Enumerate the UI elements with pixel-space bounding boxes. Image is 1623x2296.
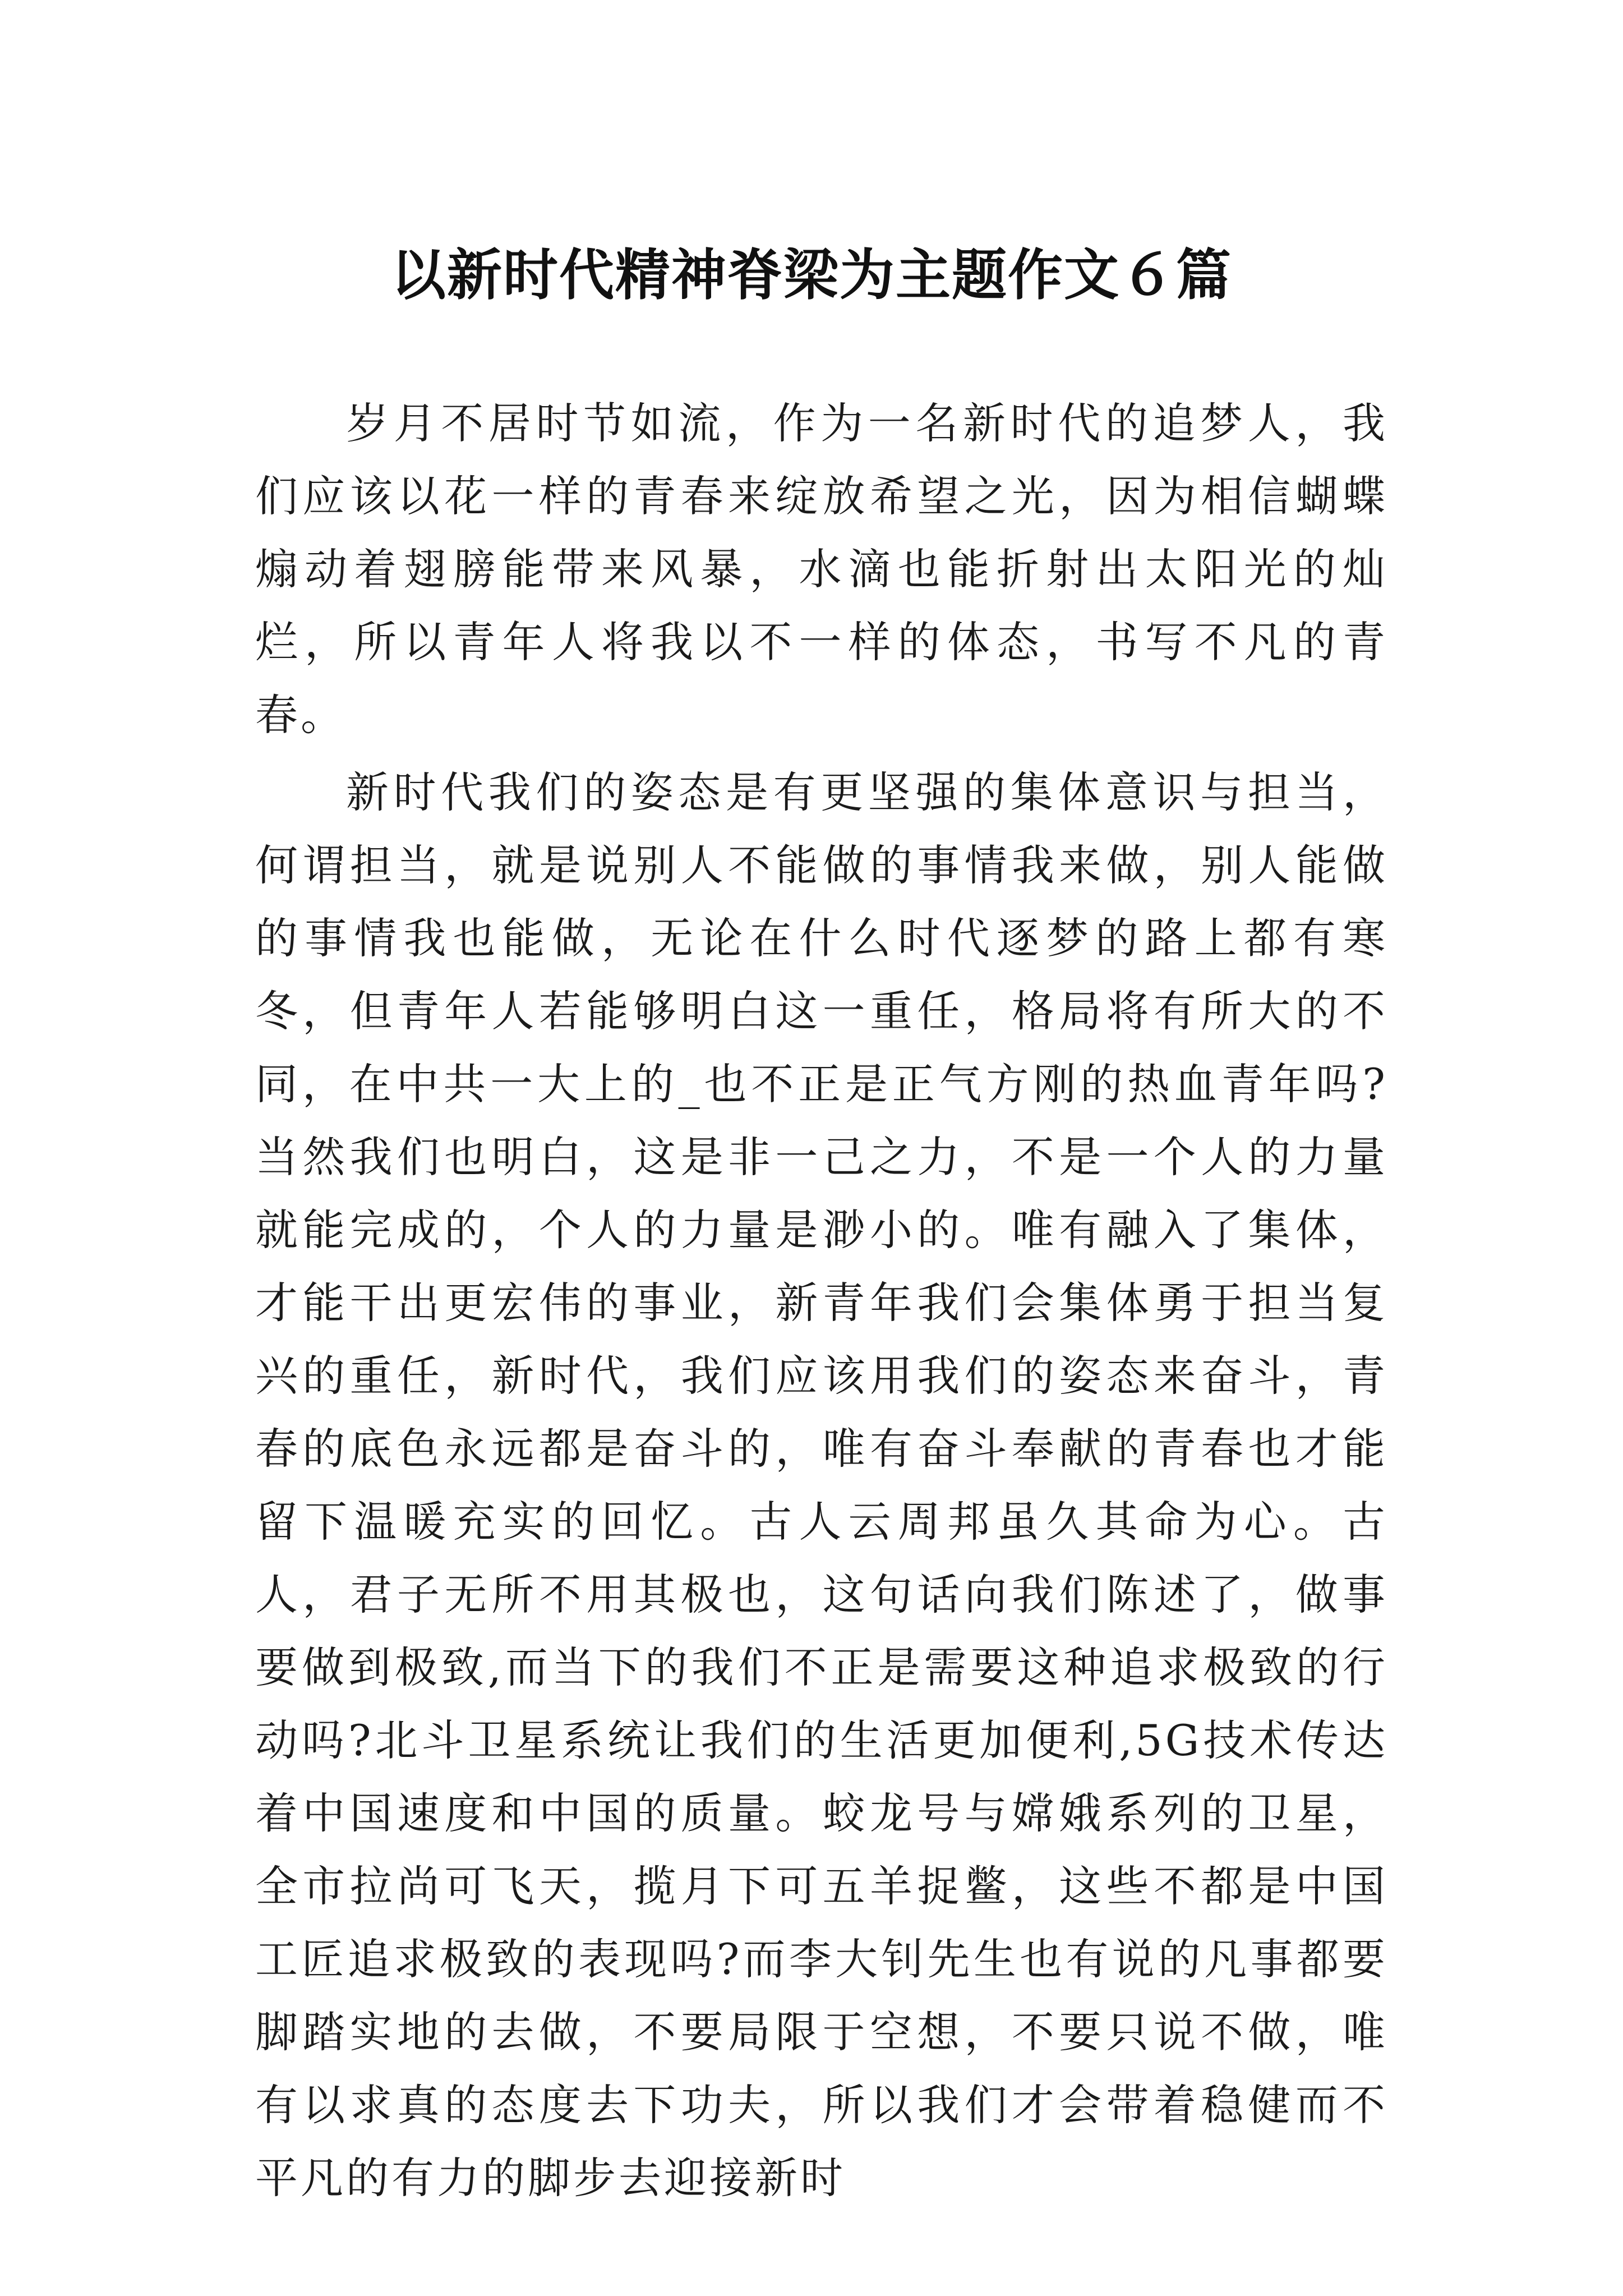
paragraph-2: 新时代我们的姿态是有更坚强的集体意识与担当，何谓担当，就是说别人不能做的事情我来做，别人能做的事情我也能做，无论在什么时代逐梦的路上都有寒冬，但青年人若能够明白这一重任，格局将有所大的不同，在中共一大上的_也不正是正气方刚的热血青年吗?当然我们也明白，这是非一己之力，不是一个人的力量就能完成的，个人的力量是渺小的。唯有融入了集体，才能干出更宏伟的事业，新青年我们会集体勇于担当复兴的重任，新时代，我们应该用我们的姿态来奋斗，青春的底色永远都是奋斗的，唯有奋斗奉献的青春也才能留下温暖充实的回忆。古人云周邦虽久其命为心。古人，君子无所不用其极也，这句话向我们陈述了，做事要做到极致,而当下的我们不正是需要这种追求极致的行动吗?北斗卫星系统让我们的生活更加便利,5G技术传达着中国速度和中国的质量。蛟龙号与嫦娥系列的卫星，全市拉尚可飞天，揽月下可五羊捉鳖，这些不都是中国工匠追求极致的表现吗?而李大钊先生也有说的凡事都要脚踏实地的去做，不要局限于空想，不要只说不做，唯有以求真的态度去下功夫，所以我们才会带着稳健而不平凡的有力的脚步去迎接新时 — [255, 767, 1388, 2203]
paragraph-1: 岁月不居时节如流，作为一名新时代的追梦人，我们应该以花一样的青春来绽放希望之光，因为相信蝴蝶煽动着翅膀能带来风暴，水滴也能折射出太阳光的灿烂，所以青年人将我以不一样的体态，书写不凡的青春。 — [255, 398, 1388, 740]
document-title: 以新时代精神脊梁为主题作文６篇 — [390, 242, 1232, 307]
document-body — [255, 387, 1388, 2215]
